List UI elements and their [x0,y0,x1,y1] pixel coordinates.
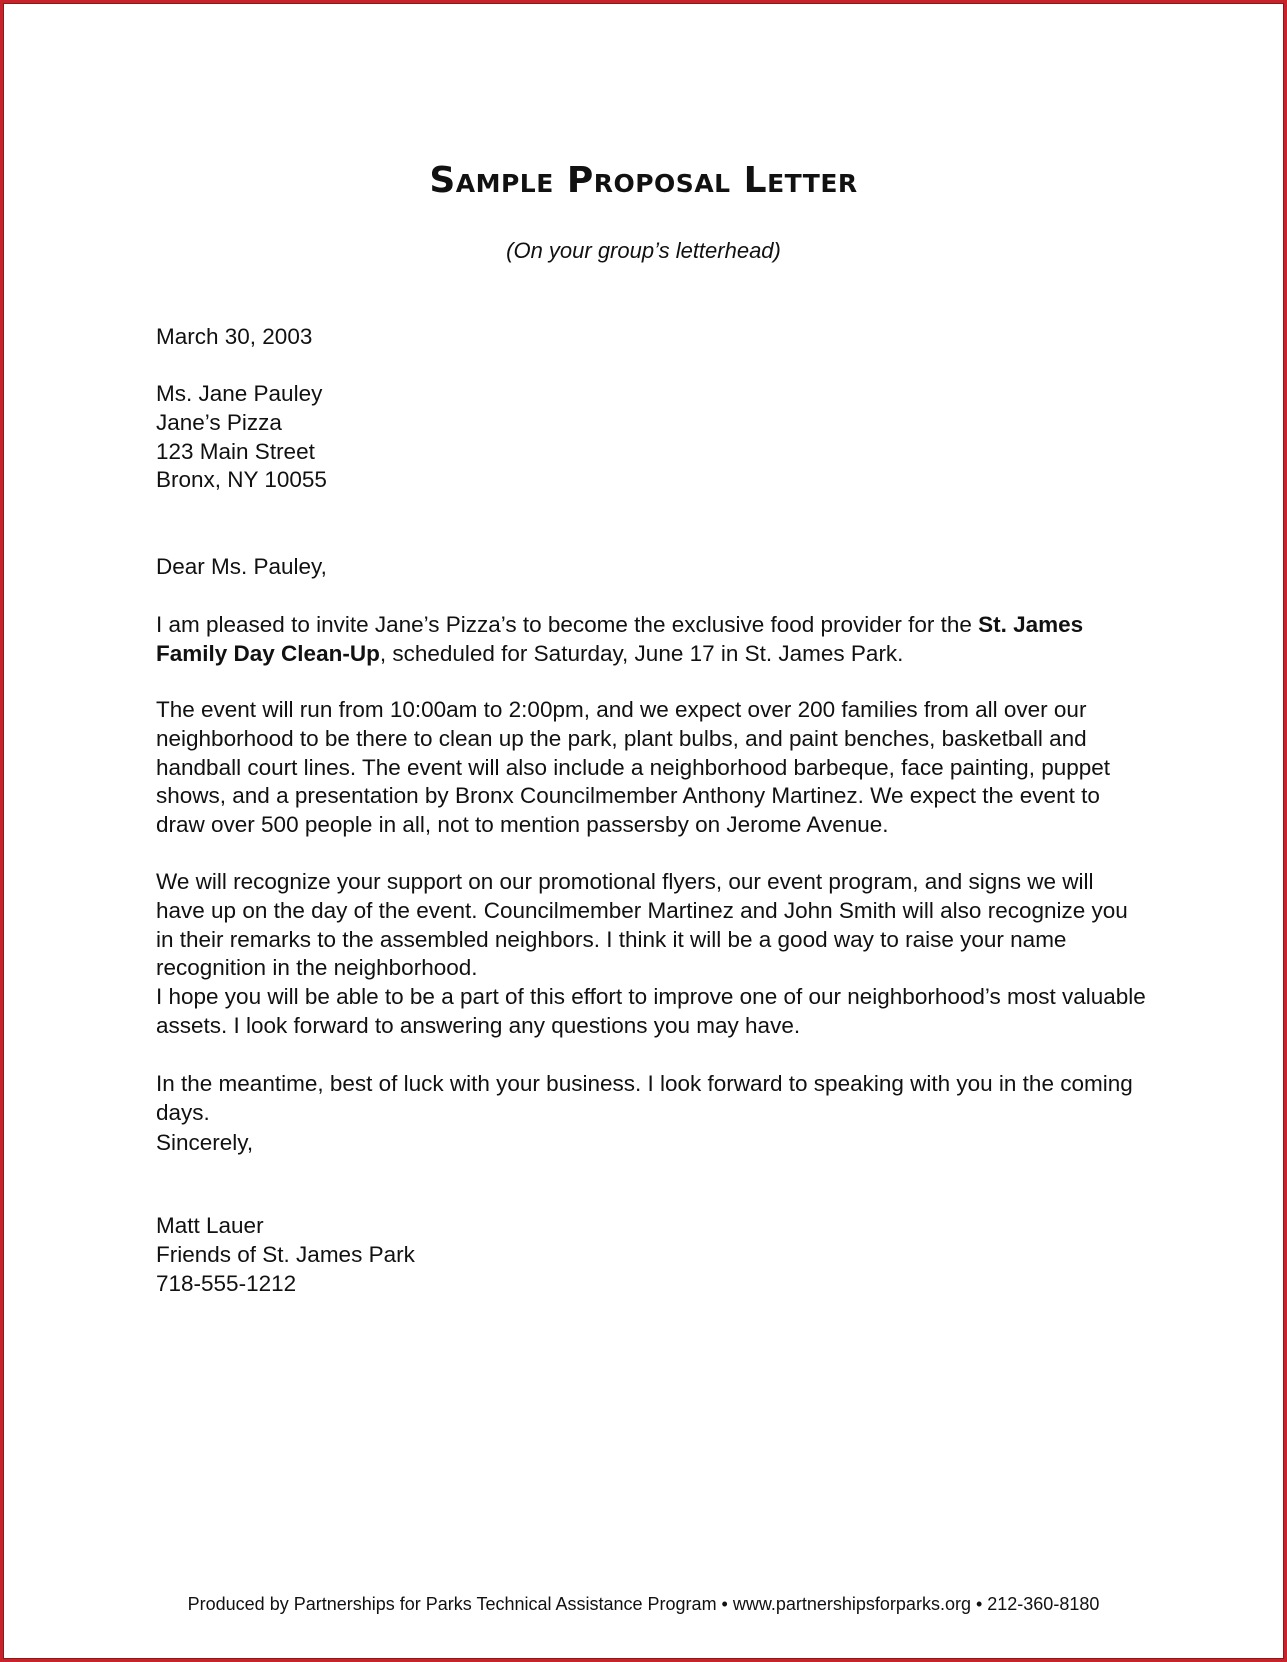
recipient-address [156,380,327,495]
event-name: St. James Family Day Clean-Up [156,612,1084,666]
sender-organization: Friends of St. James Park [156,1241,415,1267]
paragraph-invitation [156,611,1136,669]
recipient-name: Ms. Jane Pauley [156,381,323,406]
page-footer: Produced by Partnerships for Parks Technical Assistance Program • www.partnershipsforparks.org • 212-360-8180 [187,1594,1100,1614]
letter-subtitle: (On your group’s letterhead) [506,238,781,263]
paragraph-invitation-intro: I am pleased to invite Jane’s Pizza’s to become the exclusive food provider for the [156,612,979,637]
sender-signature-block [156,1212,415,1298]
recipient-city: Bronx, NY 10055 [156,467,327,493]
letter-date: March 30, 2003 [156,324,313,349]
closing: Sincerely, [156,1130,254,1155]
paragraph-recognition: We will recognize your support on our promotional flyers, our event program, and signs we will have up on the day of the event. Councilmember Martinez and John Smith will also recognize you in their remarks to the assembled neighbors. I think it will be a good way to raise your name recognition in the neighborhood. [156,869,1128,981]
sender-phone: 718-555-1212 [156,1270,297,1296]
paragraph-event-details: The event will run from 10:00am to 2:00pm, and we expect over 200 families from all over our neighborhood to be there to clean up the park, plant bulbs, and paint benches, basketball and handball court lines. The event will also include a neighborhood barbeque, face painting, puppet shows, and a presentation by Bronx Councilmember Anthony Martinez. We expect the event to draw over 500 people in all, not to mention passersby on Jerome Avenue. [156,697,1111,838]
paragraph-hope: I hope you will be able to be a part of this effort to improve one of our neighborhood’s most valuable assets. I look forward to answering any questions you may have. [156,984,1146,1038]
paragraph-meantime: In the meantime, best of luck with your business. I look forward to speaking with you in the coming days. [156,1071,1133,1125]
paragraph-invitation-schedule: , scheduled for Saturday, June 17 in St. James Park. [379,640,904,666]
sender-name: Matt Lauer [156,1213,264,1238]
salutation: Dear Ms. Pauley, [156,554,327,579]
letter-title: Sample Proposal Letter [429,160,858,201]
recipient-company: Jane’s Pizza [156,409,282,435]
recipient-street: 123 Main Street [156,438,315,464]
